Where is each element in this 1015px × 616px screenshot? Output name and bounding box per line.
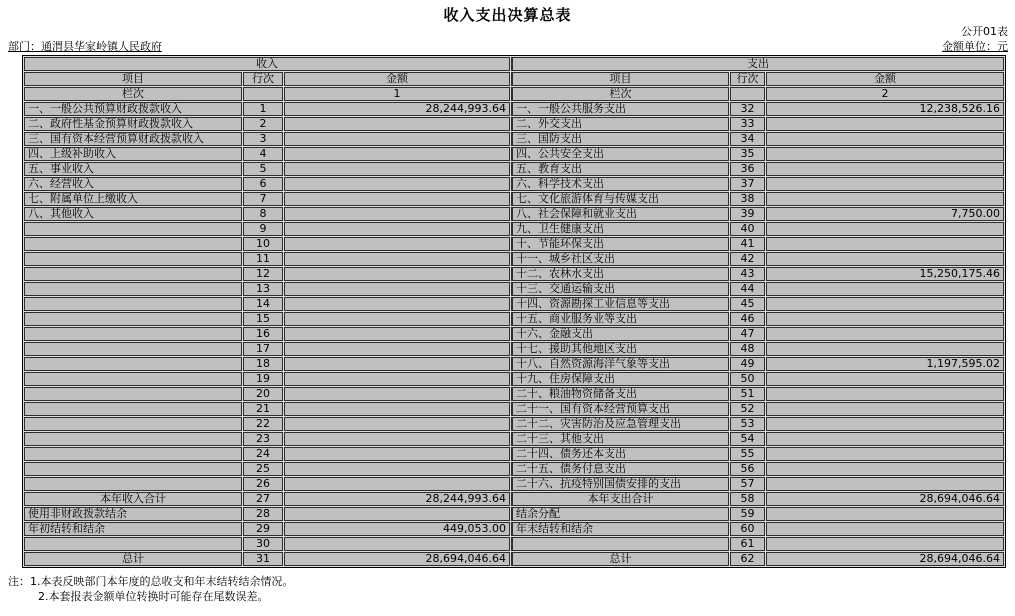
income-amount-cell <box>284 447 510 461</box>
income-line-cell: 26 <box>243 477 283 491</box>
expense-amount-cell: 28,694,046.64 <box>766 552 1004 566</box>
table-row <box>24 462 1004 476</box>
expense-amount-cell <box>766 342 1004 356</box>
table-row <box>24 117 1004 131</box>
expense-item-cell: 二十三、其他支出 <box>511 432 729 446</box>
income-line-cell: 7 <box>243 192 283 206</box>
table-row <box>24 327 1004 341</box>
income-line-cell: 1 <box>243 102 283 116</box>
table-row <box>24 267 1004 281</box>
table-row <box>24 102 1004 116</box>
income-colindex-label: 栏次 <box>24 87 242 101</box>
expense-item-cell: 二十六、抗疫特别国债安排的支出 <box>511 477 729 491</box>
sheet-number-label: 公开01表 <box>961 25 1008 38</box>
income-line-cell: 19 <box>243 372 283 386</box>
income-item-cell <box>24 372 242 386</box>
table-row <box>24 207 1004 221</box>
expense-item-cell: 九、卫生健康支出 <box>511 222 729 236</box>
income-line-cell: 4 <box>243 147 283 161</box>
income-amount-cell <box>284 432 510 446</box>
income-amount-cell <box>284 282 510 296</box>
table-row <box>24 537 1004 551</box>
expense-line-cell: 45 <box>730 297 765 311</box>
income-amount-cell <box>284 327 510 341</box>
expense-item-cell: 三、国防支出 <box>511 132 729 146</box>
income-item-cell <box>24 237 242 251</box>
income-line-cell: 25 <box>243 462 283 476</box>
department-label: 部门：通渭县华家岭镇人民政府 <box>8 40 162 53</box>
income-line-cell: 9 <box>243 222 283 236</box>
expense-line-cell: 44 <box>730 282 765 296</box>
note-line-1: 注：1.本表反映部门本年度的总收支和年末结转结余情况。 <box>8 575 294 588</box>
income-item-cell <box>24 342 242 356</box>
income-item-cell: 使用非财政拨款结余 <box>24 507 242 521</box>
income-item-cell: 总计 <box>24 552 242 566</box>
income-amount-cell <box>284 147 510 161</box>
income-amount-cell <box>284 312 510 326</box>
income-line-cell: 15 <box>243 312 283 326</box>
expense-amount-cell <box>766 507 1004 521</box>
income-amount-cell <box>284 177 510 191</box>
income-amount-cell <box>284 117 510 131</box>
income-item-cell: 一、一般公共预算财政拨款收入 <box>24 102 242 116</box>
table-row <box>24 387 1004 401</box>
expense-item-cell: 二十一、国有资本经营预算支出 <box>511 402 729 416</box>
income-line-cell: 11 <box>243 252 283 266</box>
table-row <box>24 507 1004 521</box>
column-index-row <box>24 87 1004 101</box>
footnotes <box>8 574 1015 604</box>
income-item-cell: 六、经营收入 <box>24 177 242 191</box>
expense-amount-cell <box>766 522 1004 536</box>
section-header-row <box>24 57 1004 71</box>
income-amount-header: 金额 <box>284 72 510 86</box>
expense-section-header: 支出 <box>511 57 1004 71</box>
expense-line-cell: 36 <box>730 162 765 176</box>
income-item-cell: 七、附属单位上缴收入 <box>24 192 242 206</box>
expense-amount-cell: 7,750.00 <box>766 207 1004 221</box>
expense-line-cell: 60 <box>730 522 765 536</box>
expense-line-cell: 41 <box>730 237 765 251</box>
table-row <box>24 162 1004 176</box>
expense-amount-cell: 15,250,175.46 <box>766 267 1004 281</box>
expense-line-cell: 34 <box>730 132 765 146</box>
table-row <box>24 222 1004 236</box>
expense-amount-header: 金额 <box>766 72 1004 86</box>
expense-item-cell: 总计 <box>511 552 729 566</box>
income-line-cell: 23 <box>243 432 283 446</box>
income-amount-cell <box>284 237 510 251</box>
expense-item-cell: 七、文化旅游体育与传媒支出 <box>511 192 729 206</box>
income-item-cell <box>24 297 242 311</box>
expense-line-cell: 39 <box>730 207 765 221</box>
amount-unit-label: 金额单位：元 <box>942 40 1008 53</box>
expense-line-cell: 53 <box>730 417 765 431</box>
income-item-cell: 四、上级补助收入 <box>24 147 242 161</box>
page-title: 收入支出决算总表 <box>443 6 572 24</box>
table-row <box>24 147 1004 161</box>
expense-item-cell: 十三、交通运输支出 <box>511 282 729 296</box>
income-item-cell <box>24 477 242 491</box>
income-item-cell <box>24 312 242 326</box>
expense-amount-cell <box>766 447 1004 461</box>
expense-line-cell: 51 <box>730 387 765 401</box>
expense-item-cell: 十四、资源勘探工业信息等支出 <box>511 297 729 311</box>
expense-colindex-spacer <box>730 87 765 101</box>
income-item-cell <box>24 267 242 281</box>
expense-line-cell: 47 <box>730 327 765 341</box>
expense-line-cell: 43 <box>730 267 765 281</box>
income-item-cell: 本年收入合计 <box>24 492 242 506</box>
table-row <box>24 282 1004 296</box>
table-row <box>24 447 1004 461</box>
table-row <box>24 192 1004 206</box>
income-amount-cell <box>284 507 510 521</box>
table-row <box>24 552 1004 566</box>
table-row <box>24 372 1004 386</box>
table-row <box>24 132 1004 146</box>
expense-item-cell: 六、科学技术支出 <box>511 177 729 191</box>
expense-item-cell: 十八、自然资源海洋气象等支出 <box>511 357 729 371</box>
income-line-cell: 30 <box>243 537 283 551</box>
income-line-cell: 16 <box>243 327 283 341</box>
income-line-cell: 12 <box>243 267 283 281</box>
meta-row <box>8 40 1008 53</box>
expense-line-cell: 59 <box>730 507 765 521</box>
expense-line-cell: 61 <box>730 537 765 551</box>
expense-amount-cell <box>766 162 1004 176</box>
table-row <box>24 492 1004 506</box>
expense-amount-cell <box>766 402 1004 416</box>
expense-amount-cell <box>766 237 1004 251</box>
table-row <box>24 522 1004 536</box>
expense-amount-cell <box>766 312 1004 326</box>
income-item-cell <box>24 402 242 416</box>
expense-line-cell: 46 <box>730 312 765 326</box>
income-item-cell <box>24 387 242 401</box>
income-amount-cell <box>284 192 510 206</box>
income-amount-cell: 28,694,046.64 <box>284 552 510 566</box>
expense-colindex-label: 栏次 <box>511 87 729 101</box>
income-amount-cell <box>284 372 510 386</box>
expense-amount-cell <box>766 462 1004 476</box>
income-amount-cell <box>284 357 510 371</box>
income-line-cell: 8 <box>243 207 283 221</box>
table-row <box>24 477 1004 491</box>
table-row <box>24 297 1004 311</box>
income-item-cell: 三、国有资本经营预算财政拨款收入 <box>24 132 242 146</box>
expense-line-cell: 52 <box>730 402 765 416</box>
expense-item-cell: 十九、住房保障支出 <box>511 372 729 386</box>
income-line-cell: 14 <box>243 297 283 311</box>
income-line-cell: 29 <box>243 522 283 536</box>
income-item-cell <box>24 417 242 431</box>
expense-line-cell: 35 <box>730 147 765 161</box>
income-amount-cell <box>284 417 510 431</box>
expense-amount-cell <box>766 537 1004 551</box>
expense-item-cell: 十、节能环保支出 <box>511 237 729 251</box>
income-line-cell: 28 <box>243 507 283 521</box>
income-amount-cell <box>284 132 510 146</box>
expense-item-cell: 十五、商业服务业等支出 <box>511 312 729 326</box>
income-line-cell: 22 <box>243 417 283 431</box>
income-amount-cell <box>284 342 510 356</box>
expense-line-header: 行次 <box>730 72 765 86</box>
expense-amount-cell <box>766 372 1004 386</box>
table-row <box>24 252 1004 266</box>
income-line-cell: 10 <box>243 237 283 251</box>
expense-item-cell <box>511 537 729 551</box>
expense-line-cell: 56 <box>730 462 765 476</box>
expense-amount-cell <box>766 387 1004 401</box>
expense-line-cell: 38 <box>730 192 765 206</box>
expense-amount-cell <box>766 282 1004 296</box>
income-item-cell <box>24 537 242 551</box>
expense-amount-cell <box>766 297 1004 311</box>
income-line-cell: 20 <box>243 387 283 401</box>
income-amount-cell <box>284 462 510 476</box>
income-line-cell: 6 <box>243 177 283 191</box>
income-line-header: 行次 <box>243 72 283 86</box>
expense-item-cell: 二十五、债务付息支出 <box>511 462 729 476</box>
expense-line-cell: 42 <box>730 252 765 266</box>
expense-item-cell: 二十二、灾害防治及应急管理支出 <box>511 417 729 431</box>
expense-line-cell: 32 <box>730 102 765 116</box>
table-row <box>24 417 1004 431</box>
expense-item-cell: 五、教育支出 <box>511 162 729 176</box>
expense-amount-cell: 12,238,526.16 <box>766 102 1004 116</box>
expense-line-cell: 33 <box>730 117 765 131</box>
expense-amount-cell <box>766 432 1004 446</box>
income-amount-cell <box>284 477 510 491</box>
income-section-header: 收入 <box>24 57 510 71</box>
income-amount-cell <box>284 222 510 236</box>
income-amount-cell: 28,244,993.64 <box>284 102 510 116</box>
expense-amount-cell <box>766 252 1004 266</box>
expense-line-cell: 58 <box>730 492 765 506</box>
income-line-cell: 5 <box>243 162 283 176</box>
income-item-cell <box>24 252 242 266</box>
table-row <box>24 402 1004 416</box>
income-line-cell: 3 <box>243 132 283 146</box>
income-amount-cell <box>284 252 510 266</box>
income-item-cell: 五、事业收入 <box>24 162 242 176</box>
income-amount-cell <box>284 207 510 221</box>
expense-amount-cell <box>766 147 1004 161</box>
income-amount-cell <box>284 537 510 551</box>
expense-amount-cell <box>766 192 1004 206</box>
expense-amount-cell <box>766 177 1004 191</box>
income-amount-cell <box>284 402 510 416</box>
income-amount-cell <box>284 162 510 176</box>
expense-line-cell: 55 <box>730 447 765 461</box>
expense-item-header: 项目 <box>511 72 729 86</box>
expense-item-cell: 本年支出合计 <box>511 492 729 506</box>
income-line-cell: 18 <box>243 357 283 371</box>
table-row <box>24 432 1004 446</box>
income-item-cell <box>24 282 242 296</box>
table-row <box>24 177 1004 191</box>
expense-item-cell: 八、社会保障和就业支出 <box>511 207 729 221</box>
expense-item-cell: 年末结转和结余 <box>511 522 729 536</box>
expense-amount-cell <box>766 222 1004 236</box>
income-item-cell <box>24 462 242 476</box>
expense-amount-cell <box>766 132 1004 146</box>
expense-amount-cell <box>766 417 1004 431</box>
table-row <box>24 237 1004 251</box>
expense-amount-cell <box>766 117 1004 131</box>
column-header-row <box>24 72 1004 86</box>
income-line-cell: 17 <box>243 342 283 356</box>
expense-item-cell: 四、公共安全支出 <box>511 147 729 161</box>
expense-line-cell: 49 <box>730 357 765 371</box>
income-item-cell <box>24 432 242 446</box>
income-item-cell <box>24 222 242 236</box>
income-line-cell: 27 <box>243 492 283 506</box>
expense-line-cell: 48 <box>730 342 765 356</box>
expense-colindex-value: 2 <box>766 87 1004 101</box>
income-item-cell: 八、其他收入 <box>24 207 242 221</box>
income-line-cell: 24 <box>243 447 283 461</box>
expense-amount-cell: 28,694,046.64 <box>766 492 1004 506</box>
income-item-cell <box>24 357 242 371</box>
expense-item-cell: 一、一般公共服务支出 <box>511 102 729 116</box>
expense-item-cell: 二十四、债务还本支出 <box>511 447 729 461</box>
income-amount-cell <box>284 297 510 311</box>
expense-amount-cell: 1,197,595.02 <box>766 357 1004 371</box>
income-amount-cell: 449,053.00 <box>284 522 510 536</box>
table-row <box>24 357 1004 371</box>
expense-line-cell: 50 <box>730 372 765 386</box>
budget-summary-table <box>22 55 1006 568</box>
expense-item-cell: 二十、粮油物资储备支出 <box>511 387 729 401</box>
income-line-cell: 13 <box>243 282 283 296</box>
income-item-cell <box>24 447 242 461</box>
income-colindex-spacer <box>243 87 283 101</box>
note-line-2: 2.本套报表金额单位转换时可能存在尾数误差。 <box>38 590 269 603</box>
expense-amount-cell <box>766 477 1004 491</box>
income-amount-cell <box>284 267 510 281</box>
income-colindex-value: 1 <box>284 87 510 101</box>
income-line-cell: 2 <box>243 117 283 131</box>
table-row <box>24 342 1004 356</box>
expense-item-cell: 结余分配 <box>511 507 729 521</box>
expense-line-cell: 62 <box>730 552 765 566</box>
income-amount-cell: 28,244,993.64 <box>284 492 510 506</box>
income-line-cell: 21 <box>243 402 283 416</box>
table-row <box>24 312 1004 326</box>
income-item-cell <box>24 327 242 341</box>
income-item-cell: 二、政府性基金预算财政拨款收入 <box>24 117 242 131</box>
expense-line-cell: 54 <box>730 432 765 446</box>
income-line-cell: 31 <box>243 552 283 566</box>
expense-item-cell: 十六、金融支出 <box>511 327 729 341</box>
expense-item-cell: 十二、农林水支出 <box>511 267 729 281</box>
expense-line-cell: 57 <box>730 477 765 491</box>
expense-item-cell: 二、外交支出 <box>511 117 729 131</box>
expense-item-cell: 十一、城乡社区支出 <box>511 252 729 266</box>
income-amount-cell <box>284 387 510 401</box>
income-item-header: 项目 <box>24 72 242 86</box>
expense-line-cell: 37 <box>730 177 765 191</box>
expense-amount-cell <box>766 327 1004 341</box>
expense-item-cell: 十七、援助其他地区支出 <box>511 342 729 356</box>
income-item-cell: 年初结转和结余 <box>24 522 242 536</box>
expense-line-cell: 40 <box>730 222 765 236</box>
